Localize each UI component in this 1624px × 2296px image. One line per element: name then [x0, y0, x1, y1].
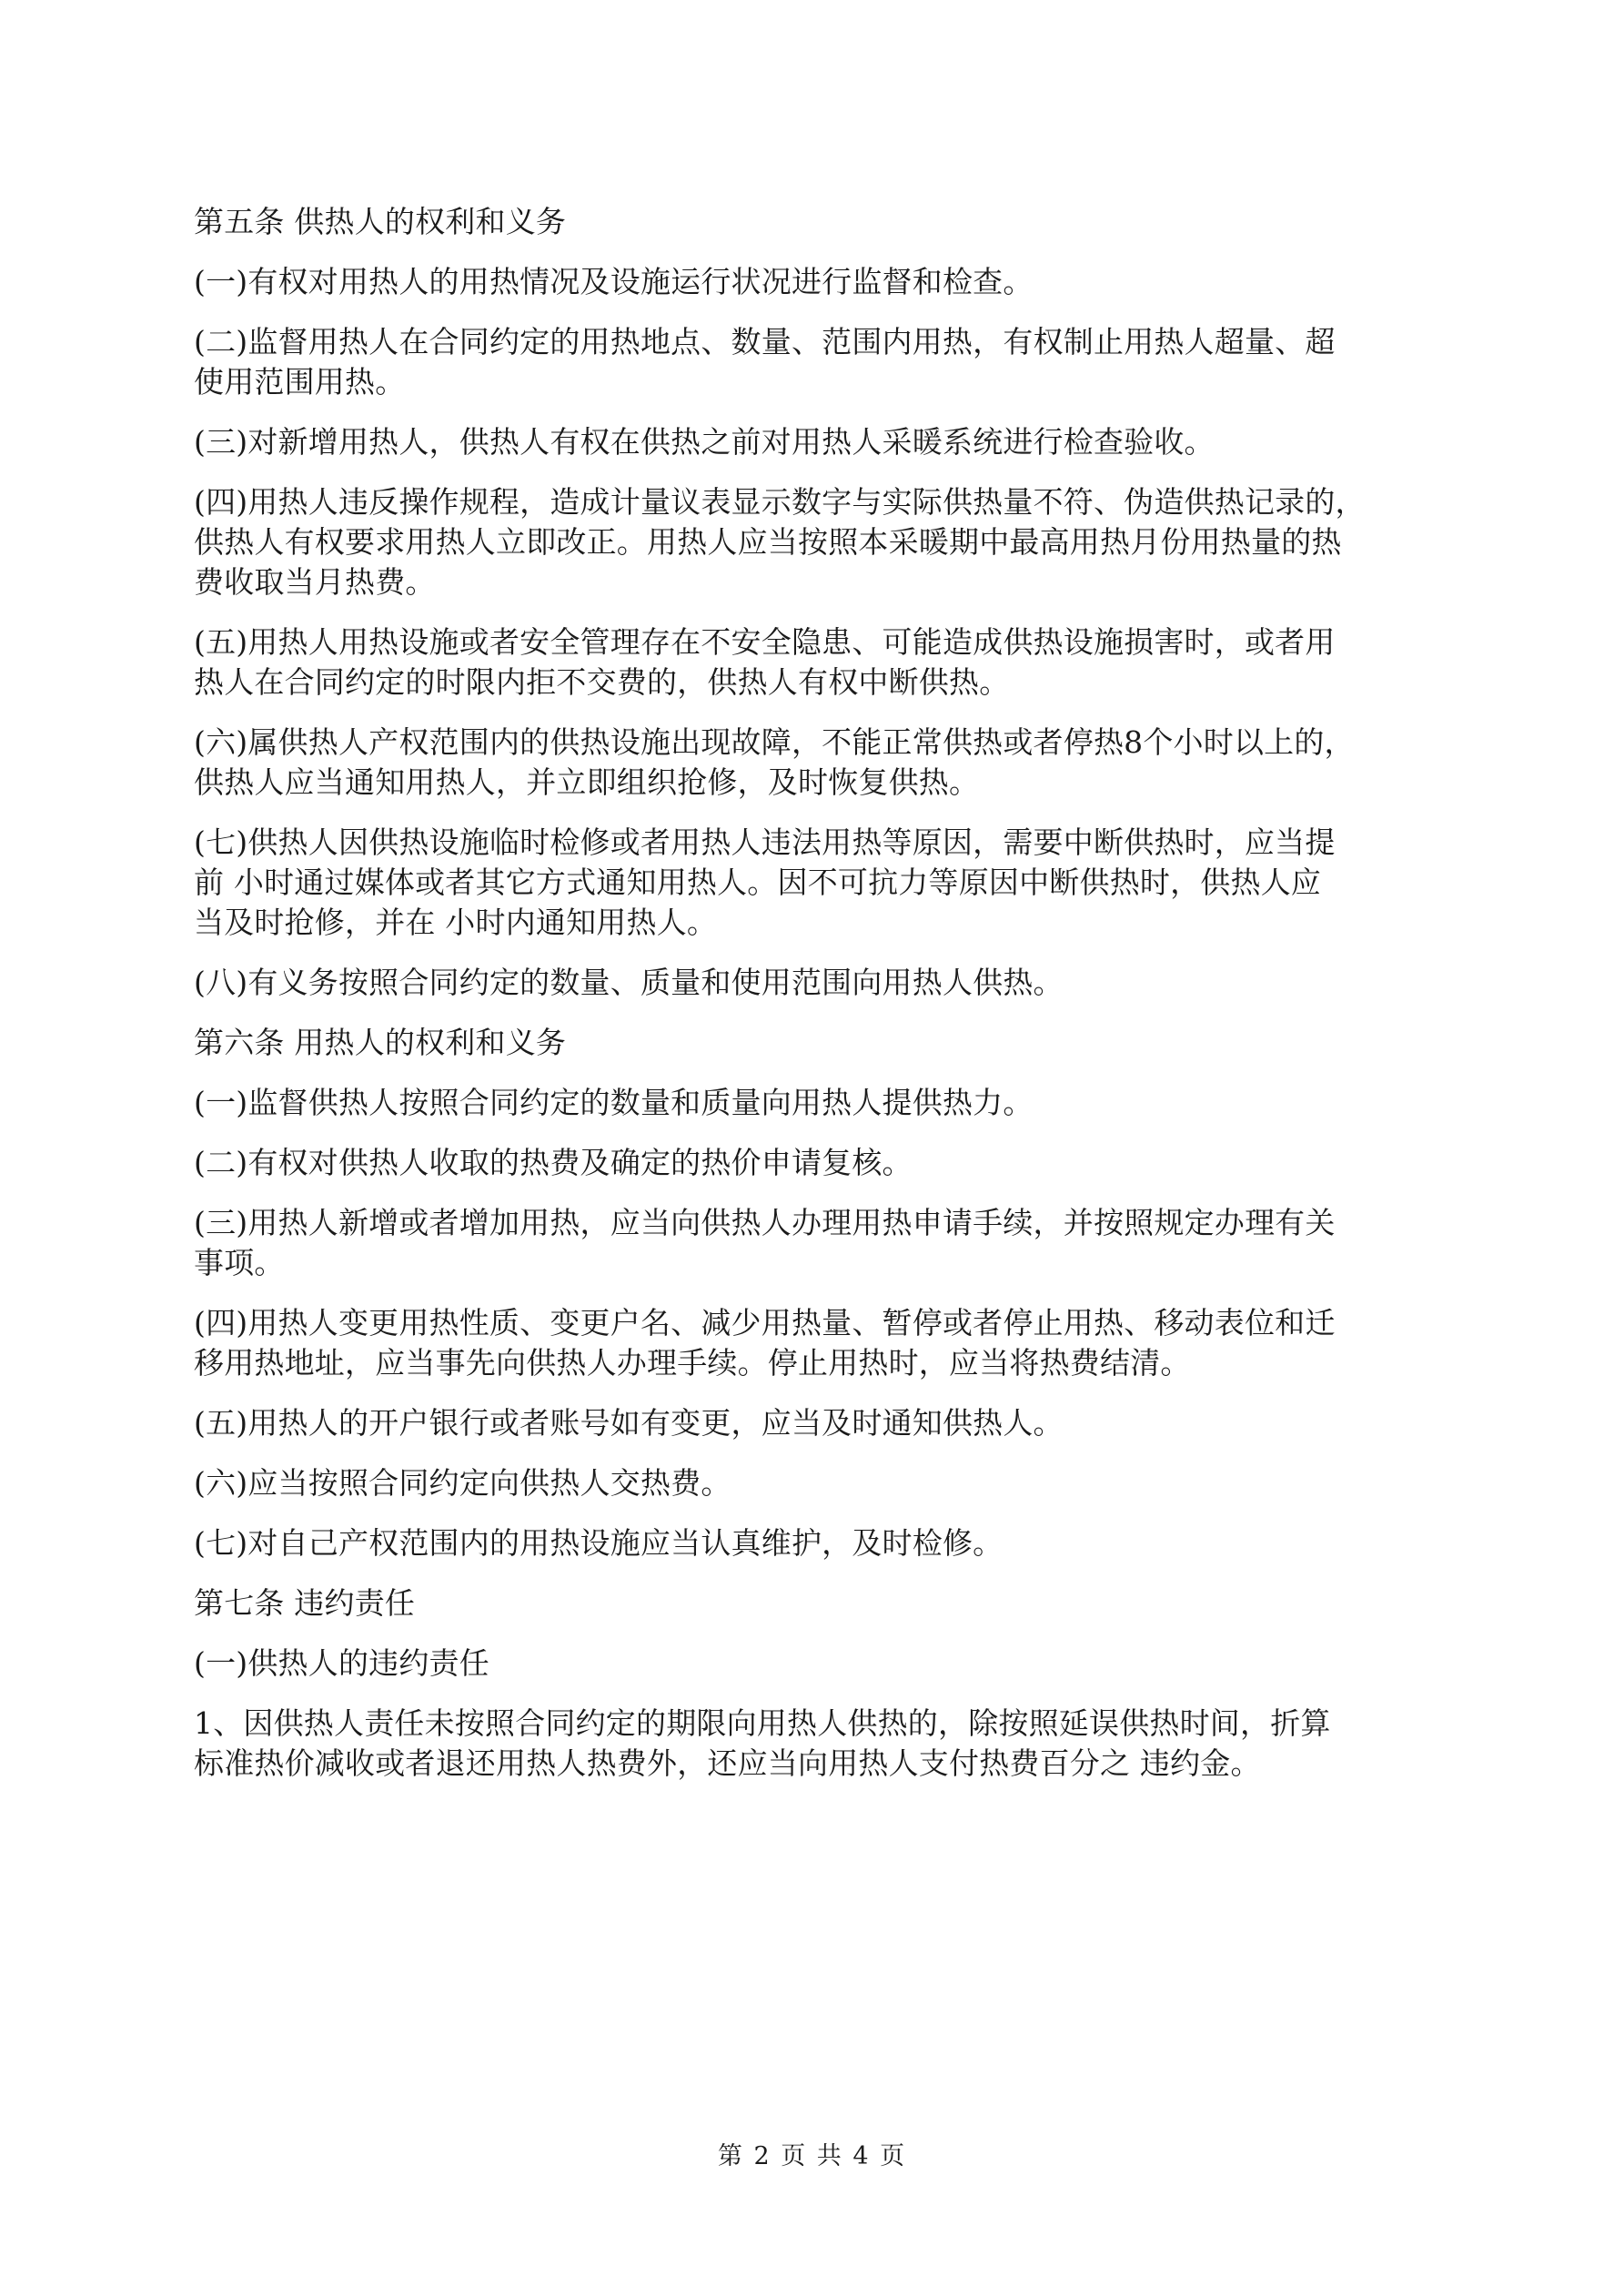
text-line: 移用热地址，应当事先向供热人办理手续。停止用热时，应当将热费结清。: [194, 1345, 1191, 1381]
page-footer: 第 2 页 共 4 页: [717, 2142, 907, 2170]
paragraph-spacer: [194, 1383, 1445, 1403]
text-line: 事项。: [194, 1245, 285, 1280]
text-line: 第五条 供热人的权利和义务: [194, 204, 567, 239]
paragraph: [194, 422, 1445, 462]
paragraph: [194, 1023, 1445, 1063]
paragraph-spacer: [194, 402, 1445, 422]
paragraph: [194, 1203, 1445, 1283]
text-line: (六)应当按照合同约定向供热人交热费。: [194, 1465, 731, 1501]
paragraph: [194, 823, 1445, 943]
paragraph: [194, 1083, 1445, 1123]
text-line: (四)用热人变更用热性质、变更户名、减少用热量、暂停或者停止用热、移动表位和迁: [194, 1305, 1336, 1340]
paragraph-spacer: [194, 242, 1445, 262]
text-line: 1、因供热人责任未按照合同约定的期限向用热人供热的，除按照延误供热时间，折算: [194, 1705, 1331, 1741]
document-body: [194, 202, 1445, 1784]
text-line: (八)有义务按照合同约定的数量、质量和使用范围向用热人供热。: [194, 965, 1064, 1000]
text-line: 第六条 用热人的权利和义务: [194, 1025, 567, 1060]
text-line: 使用范围用热。: [194, 364, 406, 400]
paragraph-spacer: [194, 462, 1445, 482]
paragraph-spacer: [194, 1283, 1445, 1303]
text-line: (二)监督用热人在合同约定的用热地点、数量、范围内用热，有权制止用热人超量、超: [194, 324, 1336, 359]
paragraph: [194, 1403, 1445, 1443]
text-line: (七)对自己产权范围内的用热设施应当认真维护，及时检修。: [194, 1525, 1004, 1561]
paragraph: [194, 963, 1445, 1003]
text-line: (四)用热人违反操作规程，造成计量议表显示数字与实际供热量不符、伪造供热记录的，: [194, 484, 1366, 520]
paragraph: [194, 1523, 1445, 1563]
paragraph: [194, 723, 1445, 803]
paragraph-spacer: [194, 1003, 1445, 1023]
paragraph: [194, 482, 1445, 602]
paragraph-spacer: [194, 1684, 1445, 1704]
text-line: (三)对新增用热人，供热人有权在供热之前对用热人采暖系统进行检查验收。: [194, 424, 1215, 460]
paragraph-spacer: [194, 803, 1445, 823]
text-line: 前 小时通过媒体或者其它方式通知用热人。因不可抗力等原因中断供热时，供热人应: [194, 865, 1322, 900]
paragraph: [194, 1583, 1445, 1623]
paragraph: [194, 1704, 1445, 1784]
paragraph: [194, 1143, 1445, 1183]
paragraph-spacer: [194, 1563, 1445, 1583]
text-line: (五)用热人的开户银行或者账号如有变更，应当及时通知供热人。: [194, 1405, 1064, 1441]
text-line: 当及时抢修，并在 小时内通知用热人。: [194, 905, 718, 940]
paragraph-spacer: [194, 1443, 1445, 1463]
text-line: (五)用热人用热设施或者安全管理存在不安全隐患、可能造成供热设施损害时，或者用: [194, 624, 1336, 660]
text-line: (一)监督供热人按照合同约定的数量和质量向用热人提供热力。: [194, 1085, 1034, 1120]
paragraph-spacer: [194, 602, 1445, 622]
paragraph: [194, 1463, 1445, 1503]
paragraph-spacer: [194, 703, 1445, 723]
paragraph-spacer: [194, 1063, 1445, 1083]
text-line: 费收取当月热费。: [194, 564, 436, 600]
paragraph: [194, 322, 1445, 402]
paragraph: [194, 622, 1445, 703]
paragraph: [194, 202, 1445, 242]
text-line: (一)供热人的违约责任: [194, 1645, 489, 1681]
text-line: 第七条 违约责任: [194, 1585, 416, 1621]
paragraph-spacer: [194, 1623, 1445, 1644]
text-line: 标准热价减收或者退还用热人热费外，还应当向用热人支付热费百分之 违约金。: [194, 1745, 1261, 1781]
text-line: (六)属供热人产权范围内的供热设施出现故障，不能正常供热或者停热8个小时以上的，: [194, 724, 1355, 760]
text-line: (三)用热人新增或者增加用热，应当向供热人办理用热申请手续，并按照规定办理有关: [194, 1205, 1336, 1240]
text-line: 供热人有权要求用热人立即改正。用热人应当按照本采暖期中最高用热月份用热量的热: [194, 524, 1342, 560]
paragraph-spacer: [194, 1183, 1445, 1203]
text-line: (二)有权对供热人收取的热费及确定的热价申请复核。: [194, 1145, 913, 1180]
paragraph: [194, 1303, 1445, 1383]
text-line: 供热人应当通知用热人，并立即组织抢修，及时恢复供热。: [194, 764, 980, 800]
paragraph-spacer: [194, 1503, 1445, 1523]
text-line: (七)供热人因供热设施临时检修或者用热人违法用热等原因，需要中断供热时，应当提: [194, 824, 1336, 860]
paragraph: [194, 262, 1445, 302]
text-line: 热人在合同约定的时限内拒不交费的，供热人有权中断供热。: [194, 664, 1010, 700]
paragraph-spacer: [194, 1123, 1445, 1143]
paragraph-spacer: [194, 302, 1445, 322]
paragraph: [194, 1644, 1445, 1684]
text-line: (一)有权对用热人的用热情况及设施运行状况进行监督和检查。: [194, 264, 1034, 299]
paragraph-spacer: [194, 943, 1445, 963]
